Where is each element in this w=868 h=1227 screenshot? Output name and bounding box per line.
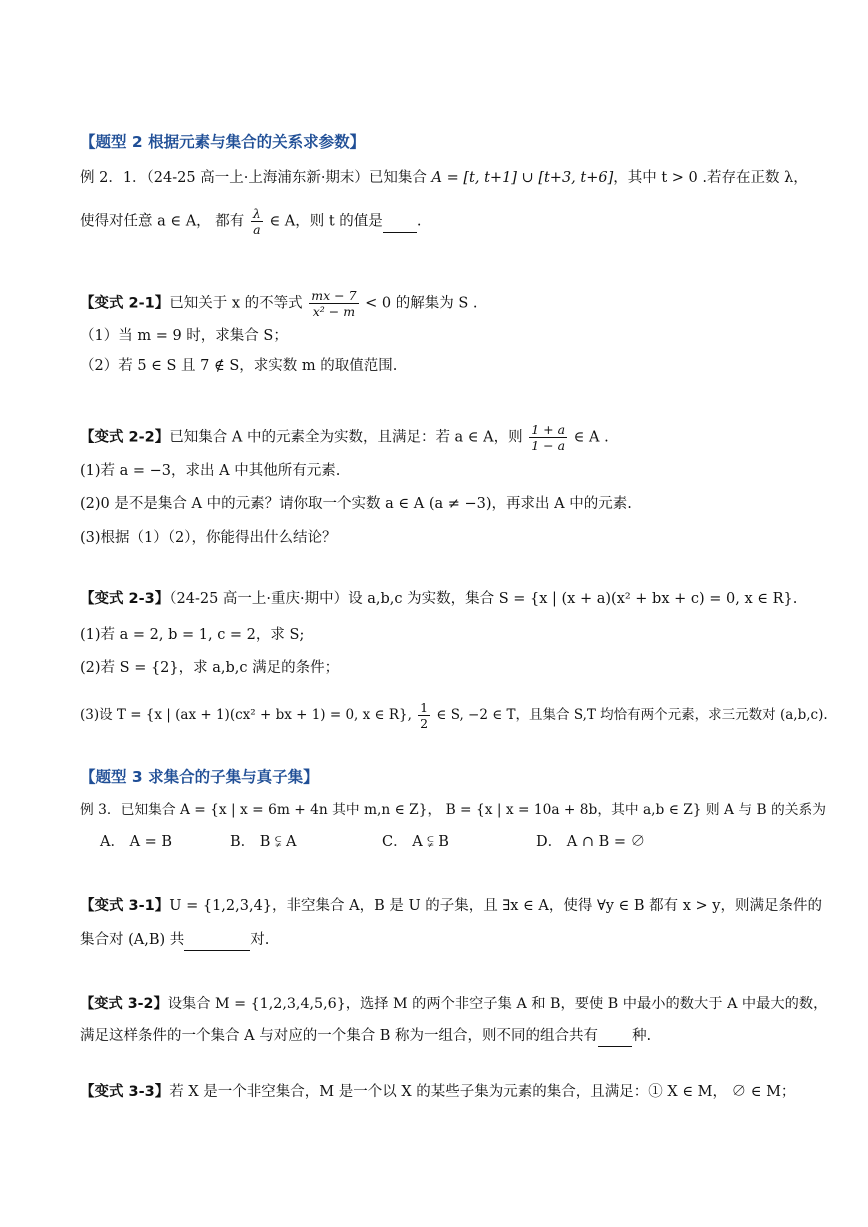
variant-3-1-text: U = {1,2,3,4}，非空集合 A，B 是 U 的子集，且 ∃x ∈ A，使得 ∀y ∈ B 都有 x > y，则满足条件的 <box>169 898 822 914</box>
fraction-numerator: mx − 7 <box>311 288 357 303</box>
example-2-text-b: ∈ A，则 t 的值是 <box>264 213 383 230</box>
variant-2-3-q1: (1)若 a = 2, b = 1, c = 2，求 S; <box>80 627 305 643</box>
answer-blank <box>598 1026 632 1047</box>
variant-3-2-tag: 【变式 3-2】 <box>80 996 168 1012</box>
section-heading-type2: 【题型 2 根据元素与集合的关系求参数】 <box>80 133 366 151</box>
choice-b: B． B ⫋ A <box>230 834 297 850</box>
variant-3-2-line1 <box>80 994 827 1014</box>
variant-3-1-text-a: 集合对 (A,B) 共 <box>80 932 185 948</box>
example-2-line2 <box>80 206 421 237</box>
variant-2-3-fraction <box>418 700 430 731</box>
example-2-text-a: 使得对任意 a ∈ A， 都有 <box>80 213 249 230</box>
example-2-prefix: 例 2．1．（24-25 高一上·上海浦东新·期末）已知集合 <box>80 170 432 186</box>
variant-2-2-q3: (3)根据（1）（2），你能得出什么结论？ <box>80 530 337 546</box>
variant-3-2-text-a: 满足这样条件的一个集合 A 与对应的一个集合 B 称为一组合，则不同的组合共有 <box>80 1028 599 1044</box>
variant-2-3-q3-b: ∈ S, −2 ∈ T，且集合 S,T 均恰有两个元素，求三元数对 (a,b,c). <box>432 707 828 723</box>
fraction-numerator: 1 + a <box>531 422 566 437</box>
fraction-denominator: x² − m <box>312 304 356 319</box>
variant-3-1-line1 <box>80 896 822 916</box>
variant-2-1-fraction <box>309 288 358 319</box>
variant-2-2-tag: 【变式 2-2】 <box>80 429 170 446</box>
variant-2-3-q2: (2)若 S = {2}，求 a,b,c 满足的条件； <box>80 660 340 676</box>
variant-3-2-text-b: 种. <box>632 1028 652 1044</box>
fraction-denominator: 2 <box>420 716 429 731</box>
choice-a: A． A = B <box>100 834 173 850</box>
variant-2-3-line1 <box>80 589 797 609</box>
example-2-fraction <box>251 206 263 237</box>
example-2-line1 <box>80 168 808 188</box>
variant-3-1-tag: 【变式 3-1】 <box>80 898 170 914</box>
example-2-set: A = [t, t+1] ∪ [t+3, t+6] <box>431 170 614 186</box>
fraction-denominator: 1 − a <box>531 438 566 453</box>
variant-2-2-q1: (1)若 a = −3，求出 A 中其他所有元素. <box>80 463 341 479</box>
variant-2-2-text-b: ∈ A . <box>569 429 609 446</box>
variant-2-2-fraction <box>529 422 567 453</box>
variant-3-2-line2 <box>80 1026 651 1047</box>
variant-2-1-text-a: 已知关于 x 的不等式 <box>169 295 308 312</box>
variant-3-3-tag: 【变式 3-3】 <box>80 1084 170 1100</box>
choice-c: C． A ⫋ B <box>382 834 449 850</box>
variant-3-1-text-b: 对. <box>250 932 270 948</box>
variant-2-3-text: （24-25 高一上·重庆·期中）设 a,b,c 为实数，集合 S = {x | (x + a)(x² + bx + c) = 0, x ∈ R}. <box>169 591 798 607</box>
variant-2-3-q3-a: (3)设 T = {x | (ax + 1)(cx² + bx + 1) = 0, x ∈ R}, <box>80 707 417 723</box>
variant-3-3-text: 若 X 是一个非空集合，M 是一个以 X 的某些子集为元素的集合，且满足：① X ∈ M， ∅ ∈ M； <box>169 1084 796 1100</box>
variant-2-1-text-b: < 0 的解集为 S . <box>360 295 478 312</box>
variant-2-2-text-a: 已知集合 A 中的元素全为实数，且满足：若 a ∈ A，则 <box>169 429 528 446</box>
answer-blank <box>383 212 417 233</box>
choice-d: D． A ∩ B = ∅ <box>536 834 646 850</box>
variant-2-1-q2: （2）若 5 ∈ S 且 7 ∉ S，求实数 m 的取值范围. <box>80 358 398 374</box>
variant-2-1-line1 <box>80 288 478 319</box>
variant-2-1-q1: （1）当 m = 9 时，求集合 S； <box>80 328 288 344</box>
example-3-text: 例 3．已知集合 A = {x | x = 6m + 4n 其中 m,n ∈ Z}， B = {x | x = 10a + 8b，其中 a,b ∈ Z} 则 A 与 B 的关系为 <box>80 802 826 818</box>
variant-3-1-line2 <box>80 930 269 951</box>
section-heading-type3: 【题型 3 求集合的子集与真子集】 <box>80 768 319 786</box>
example-2-end: . <box>416 213 422 230</box>
variant-2-3-tag: 【变式 2-3】 <box>80 591 170 607</box>
variant-3-3-line1 <box>80 1082 795 1102</box>
variant-2-2-q2: (2)0 是不是集合 A 中的元素？请你取一个实数 a ∈ A (a ≠ −3)，再求出 A 中的元素. <box>80 496 632 512</box>
variant-2-2-line1 <box>80 422 609 453</box>
example-2-condition: ，其中 t > 0 .若存在正数 λ， <box>613 170 808 186</box>
variant-2-3-q3 <box>80 700 828 731</box>
fraction-denominator: a <box>253 222 261 237</box>
fraction-numerator: 1 <box>420 700 429 715</box>
fraction-numerator: λ <box>252 206 261 221</box>
answer-blank <box>184 930 250 951</box>
variant-2-1-tag: 【变式 2-1】 <box>80 295 170 312</box>
variant-3-2-text: 设集合 M = {1,2,3,4,5,6}，选择 M 的两个非空子集 A 和 B，要使 B 中最小的数大于 A 中最大的数， <box>167 996 828 1012</box>
